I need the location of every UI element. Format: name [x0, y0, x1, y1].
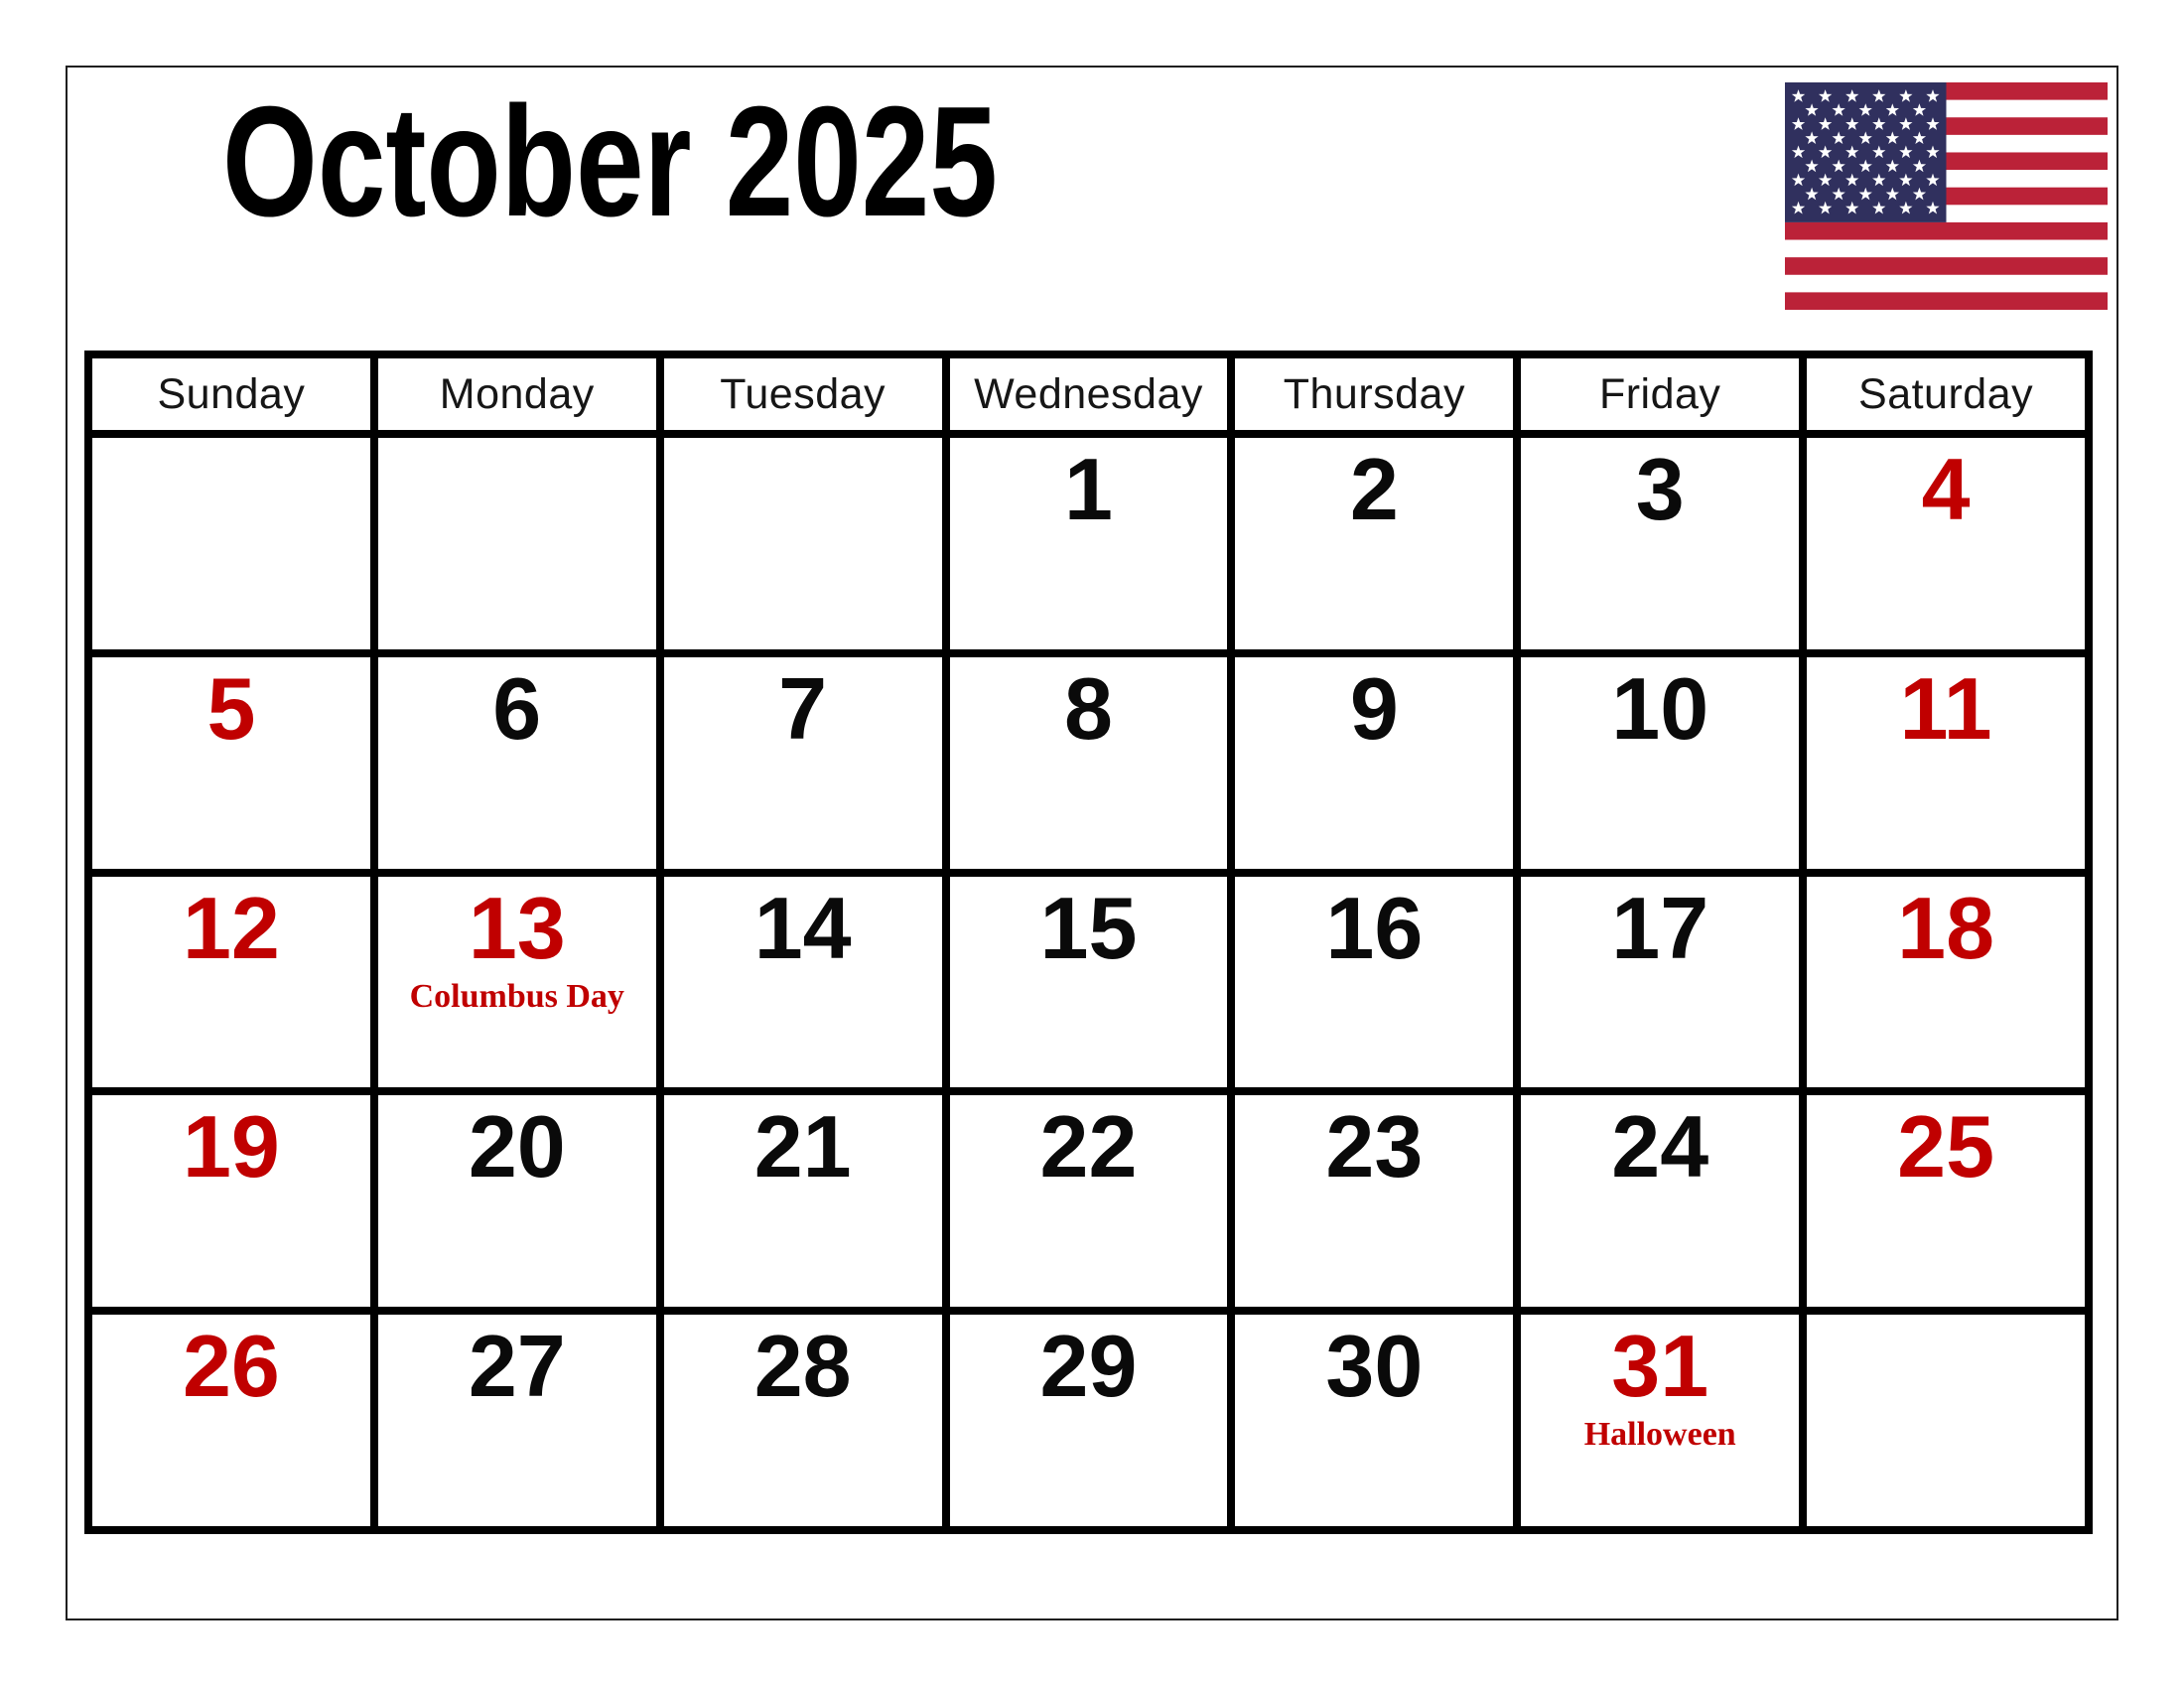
- date-cell-6: [378, 657, 656, 869]
- date-cell-11: [1807, 657, 2085, 869]
- empty-date-cell: [664, 438, 942, 649]
- date-cell-3: [1521, 438, 1799, 649]
- date-cell-20: [378, 1095, 656, 1307]
- date-number: 29: [1039, 1317, 1138, 1416]
- date-number: 6: [492, 658, 542, 758]
- weekday-header-friday: [1521, 358, 1799, 430]
- date-cell-9: [1235, 657, 1513, 869]
- date-number: 24: [1611, 1097, 1709, 1196]
- weekday-label: Sunday: [157, 369, 306, 418]
- date-cell-22: [950, 1095, 1228, 1307]
- date-number: 27: [468, 1317, 566, 1416]
- weekday-label: Friday: [1598, 369, 1721, 418]
- date-cell-28: [664, 1315, 942, 1526]
- us-flag-svg: [1785, 82, 2108, 310]
- date-cell-21: [664, 1095, 942, 1307]
- date-number: 28: [753, 1317, 852, 1416]
- date-cell-13: [378, 877, 656, 1088]
- date-number: 5: [206, 658, 256, 758]
- date-number: 18: [1897, 878, 1995, 977]
- calendar-grid: [84, 351, 2093, 1534]
- date-cell-19: [92, 1095, 370, 1307]
- date-number: 2: [1349, 440, 1399, 538]
- us-flag: [1785, 82, 2108, 310]
- date-number: 11: [1899, 658, 1992, 758]
- date-cell-18: [1807, 877, 2085, 1088]
- date-number: 7: [778, 658, 828, 758]
- empty-date-cell: [1807, 1315, 2085, 1526]
- date-cell-7: [664, 657, 942, 869]
- date-cell-8: [950, 657, 1228, 869]
- date-number: 30: [1325, 1317, 1424, 1416]
- date-cell-23: [1235, 1095, 1513, 1307]
- page-title: October 2025: [222, 74, 998, 249]
- date-number: 8: [1064, 658, 1113, 758]
- date-number: 15: [1039, 878, 1138, 977]
- empty-date-cell: [378, 438, 656, 649]
- date-number: 13: [468, 878, 566, 977]
- date-number: 14: [753, 878, 852, 977]
- weekday-label: Wednesday: [974, 369, 1203, 418]
- date-cell-5: [92, 657, 370, 869]
- weekday-header-sunday: [92, 358, 370, 430]
- weekday-label: Tuesday: [720, 369, 887, 418]
- date-number: 16: [1325, 878, 1424, 977]
- date-cell-24: [1521, 1095, 1799, 1307]
- date-cell-29: [950, 1315, 1228, 1526]
- weekday-header-thursday: [1235, 358, 1513, 430]
- empty-date-cell: [92, 438, 370, 649]
- date-number: 12: [182, 878, 280, 977]
- holiday-label: Halloween: [1583, 1416, 1736, 1454]
- date-cell-12: [92, 877, 370, 1088]
- date-number: 1: [1064, 440, 1113, 538]
- weekday-header-saturday: [1807, 358, 2085, 430]
- weekday-label: Saturday: [1858, 369, 2034, 418]
- date-cell-16: [1235, 877, 1513, 1088]
- date-number: 4: [1921, 440, 1971, 538]
- date-number: 31: [1611, 1317, 1709, 1416]
- date-cell-27: [378, 1315, 656, 1526]
- date-number: 10: [1611, 658, 1709, 758]
- date-cell-31: [1521, 1315, 1799, 1526]
- date-cell-14: [664, 877, 942, 1088]
- date-number: 21: [753, 1097, 852, 1196]
- date-number: 19: [182, 1097, 280, 1196]
- weekday-label: Thursday: [1283, 369, 1465, 418]
- date-number: 17: [1611, 878, 1709, 977]
- date-cell-15: [950, 877, 1228, 1088]
- date-number: 3: [1635, 440, 1685, 538]
- weekday-header-wednesday: [950, 358, 1228, 430]
- date-cell-1: [950, 438, 1228, 649]
- date-cell-26: [92, 1315, 370, 1526]
- date-number: 22: [1039, 1097, 1138, 1196]
- date-cell-30: [1235, 1315, 1513, 1526]
- date-number: 25: [1897, 1097, 1995, 1196]
- date-cell-10: [1521, 657, 1799, 869]
- date-number: 23: [1325, 1097, 1424, 1196]
- date-cell-2: [1235, 438, 1513, 649]
- date-cell-4: [1807, 438, 2085, 649]
- date-number: 9: [1349, 658, 1399, 758]
- date-cell-25: [1807, 1095, 2085, 1307]
- date-number: 26: [182, 1317, 280, 1416]
- weekday-header-monday: [378, 358, 656, 430]
- weekday-label: Monday: [439, 369, 595, 418]
- weekday-header-tuesday: [664, 358, 942, 430]
- date-cell-17: [1521, 877, 1799, 1088]
- holiday-label: Columbus Day: [409, 977, 624, 1015]
- date-number: 20: [468, 1097, 566, 1196]
